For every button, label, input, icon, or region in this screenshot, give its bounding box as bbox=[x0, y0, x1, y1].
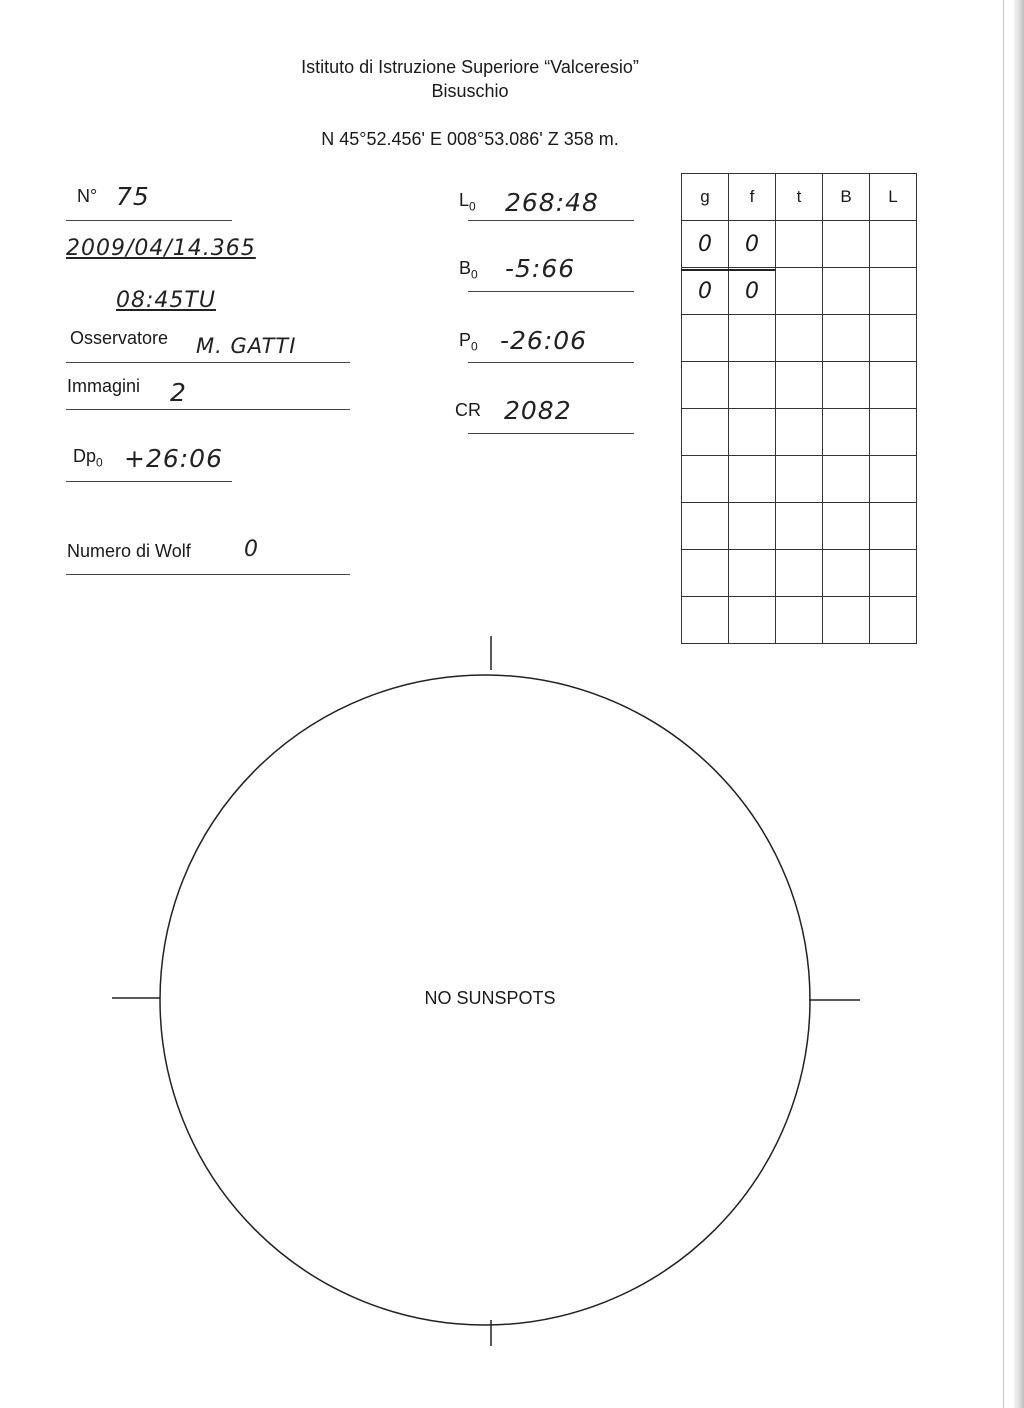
b0-label: $B_0$ bbox=[459, 258, 478, 282]
cr-value: 2082 bbox=[504, 396, 572, 425]
table-header-cell: t bbox=[776, 174, 823, 221]
l0-value: 268:48 bbox=[505, 188, 599, 217]
images-value: 2 bbox=[170, 378, 187, 407]
table-cell: 0 bbox=[729, 221, 776, 268]
date-value: 2009/04/14.365 bbox=[66, 236, 256, 261]
observer-label: Osservatore bbox=[70, 328, 169, 348]
table-header-cell: L bbox=[870, 174, 917, 221]
institute-town: Bisuschio bbox=[431, 81, 509, 101]
table-header-cell: B bbox=[823, 174, 870, 221]
dp0-value: +26:06 bbox=[124, 444, 223, 473]
table-cell: 0 bbox=[682, 221, 729, 268]
number-value: 75 bbox=[116, 182, 150, 211]
table-header-cell: g bbox=[682, 174, 729, 221]
table-cell: 0 bbox=[729, 268, 776, 315]
table-cell: 0 bbox=[682, 268, 729, 315]
observatory-coordinates: N 45°52.456' E 008°53.086' Z 358 m. bbox=[321, 129, 619, 149]
observer-value: M. GATTI bbox=[196, 334, 297, 358]
cr-label: CR bbox=[455, 400, 481, 420]
p0-value: -26:06 bbox=[500, 326, 588, 355]
images-label: Immagini bbox=[67, 376, 141, 396]
b0-value: -5:66 bbox=[505, 254, 576, 283]
l0-label: $L_0$ bbox=[459, 190, 476, 214]
wolf-value: 0 bbox=[244, 537, 259, 562]
p0-label: $P_0$ bbox=[459, 330, 478, 354]
time-value: 08:45TU bbox=[116, 288, 216, 313]
no-sunspots-label: NO SUNSPOTS bbox=[424, 988, 556, 1008]
wolf-label: Numero di Wolf bbox=[67, 541, 191, 561]
table-header-cell: f bbox=[729, 174, 776, 221]
institute-name: Istituto di Istruzione Superiore “Valceresio” bbox=[301, 57, 639, 77]
dp0-label: $Dp_0$ bbox=[73, 446, 103, 470]
number-label: N° bbox=[77, 186, 98, 206]
